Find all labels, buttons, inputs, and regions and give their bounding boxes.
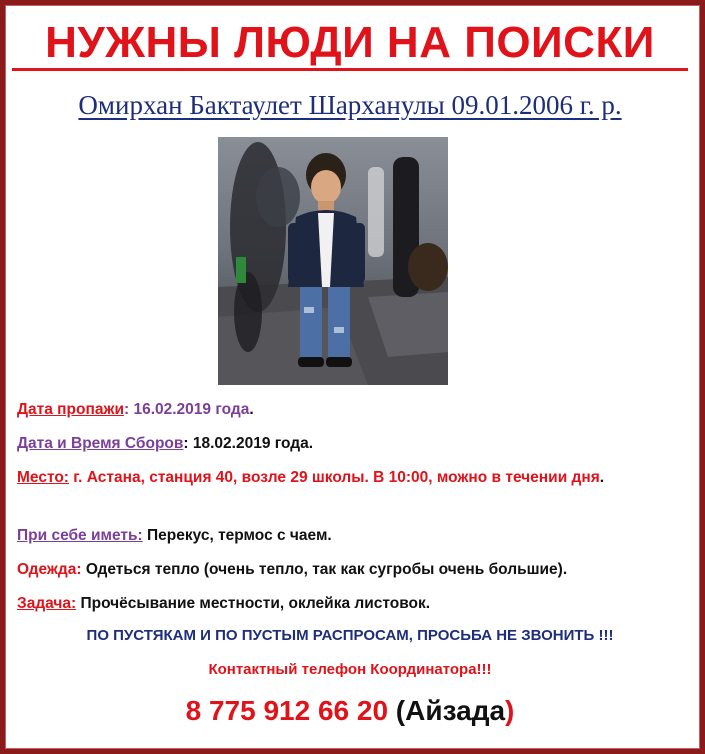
headline-underline — [12, 68, 688, 71]
detail-place — [17, 468, 687, 488]
phone-open-paren: ( — [388, 695, 406, 726]
place-label: Место: — [17, 469, 69, 486]
bring-label: При себе иметь: — [17, 527, 143, 544]
missing-person-photo — [218, 137, 448, 385]
clothing-label: Одежда: — [17, 561, 82, 578]
missing-date-sep: : — [123, 401, 134, 418]
gathering-sep: : — [183, 435, 193, 452]
detail-missing-date — [17, 400, 687, 420]
detail-task — [17, 594, 687, 614]
coordinator-contact-label: Контактный телефон Координатора!!! — [208, 661, 492, 678]
task-label: Задача: — [17, 595, 77, 612]
detail-gathering — [17, 434, 687, 454]
no-calls-warning: ПО ПУСТЯКАМ И ПО ПУСТЫМ РАСПРОСАМ, ПРОСЬБА НЕ ЗВОНИТЬ !!! — [86, 627, 614, 644]
phone-number: 8 775 912 66 20 — [185, 695, 389, 726]
gathering-value: 18.02.2019 года. — [192, 435, 314, 452]
detail-bring — [17, 526, 687, 546]
missing-date-value: 16.02.2019 года — [133, 401, 250, 418]
task-value: Прочёсывание местности, оклейка листовок. — [76, 595, 431, 612]
missing-date-label: Дата пропажи — [17, 401, 124, 418]
detail-clothing — [17, 560, 687, 580]
coordinator-phone — [12, 694, 688, 728]
gathering-label: Дата и Время Сборов — [17, 435, 184, 452]
place-end: . — [599, 469, 605, 486]
clothing-value: Одеться тепло (очень тепло, так как сугробы очень большие). — [81, 561, 568, 578]
phone-close-paren: ) — [505, 695, 515, 726]
coordinator-name: Айзада — [405, 695, 506, 726]
missing-person-name: Омирхан Бактаулет Шарханулы 09.01.2006 г. р. — [78, 90, 622, 120]
place-value: г. Астана, станция 40, возле 29 школы. В 10:00, можно в течении дня — [68, 469, 600, 486]
poster-headline: НУЖНЫ ЛЮДИ НА ПОИСКИ — [45, 18, 655, 67]
bring-value: Перекус, термос с чаем. — [142, 527, 332, 544]
missing-date-end: . — [249, 401, 254, 418]
